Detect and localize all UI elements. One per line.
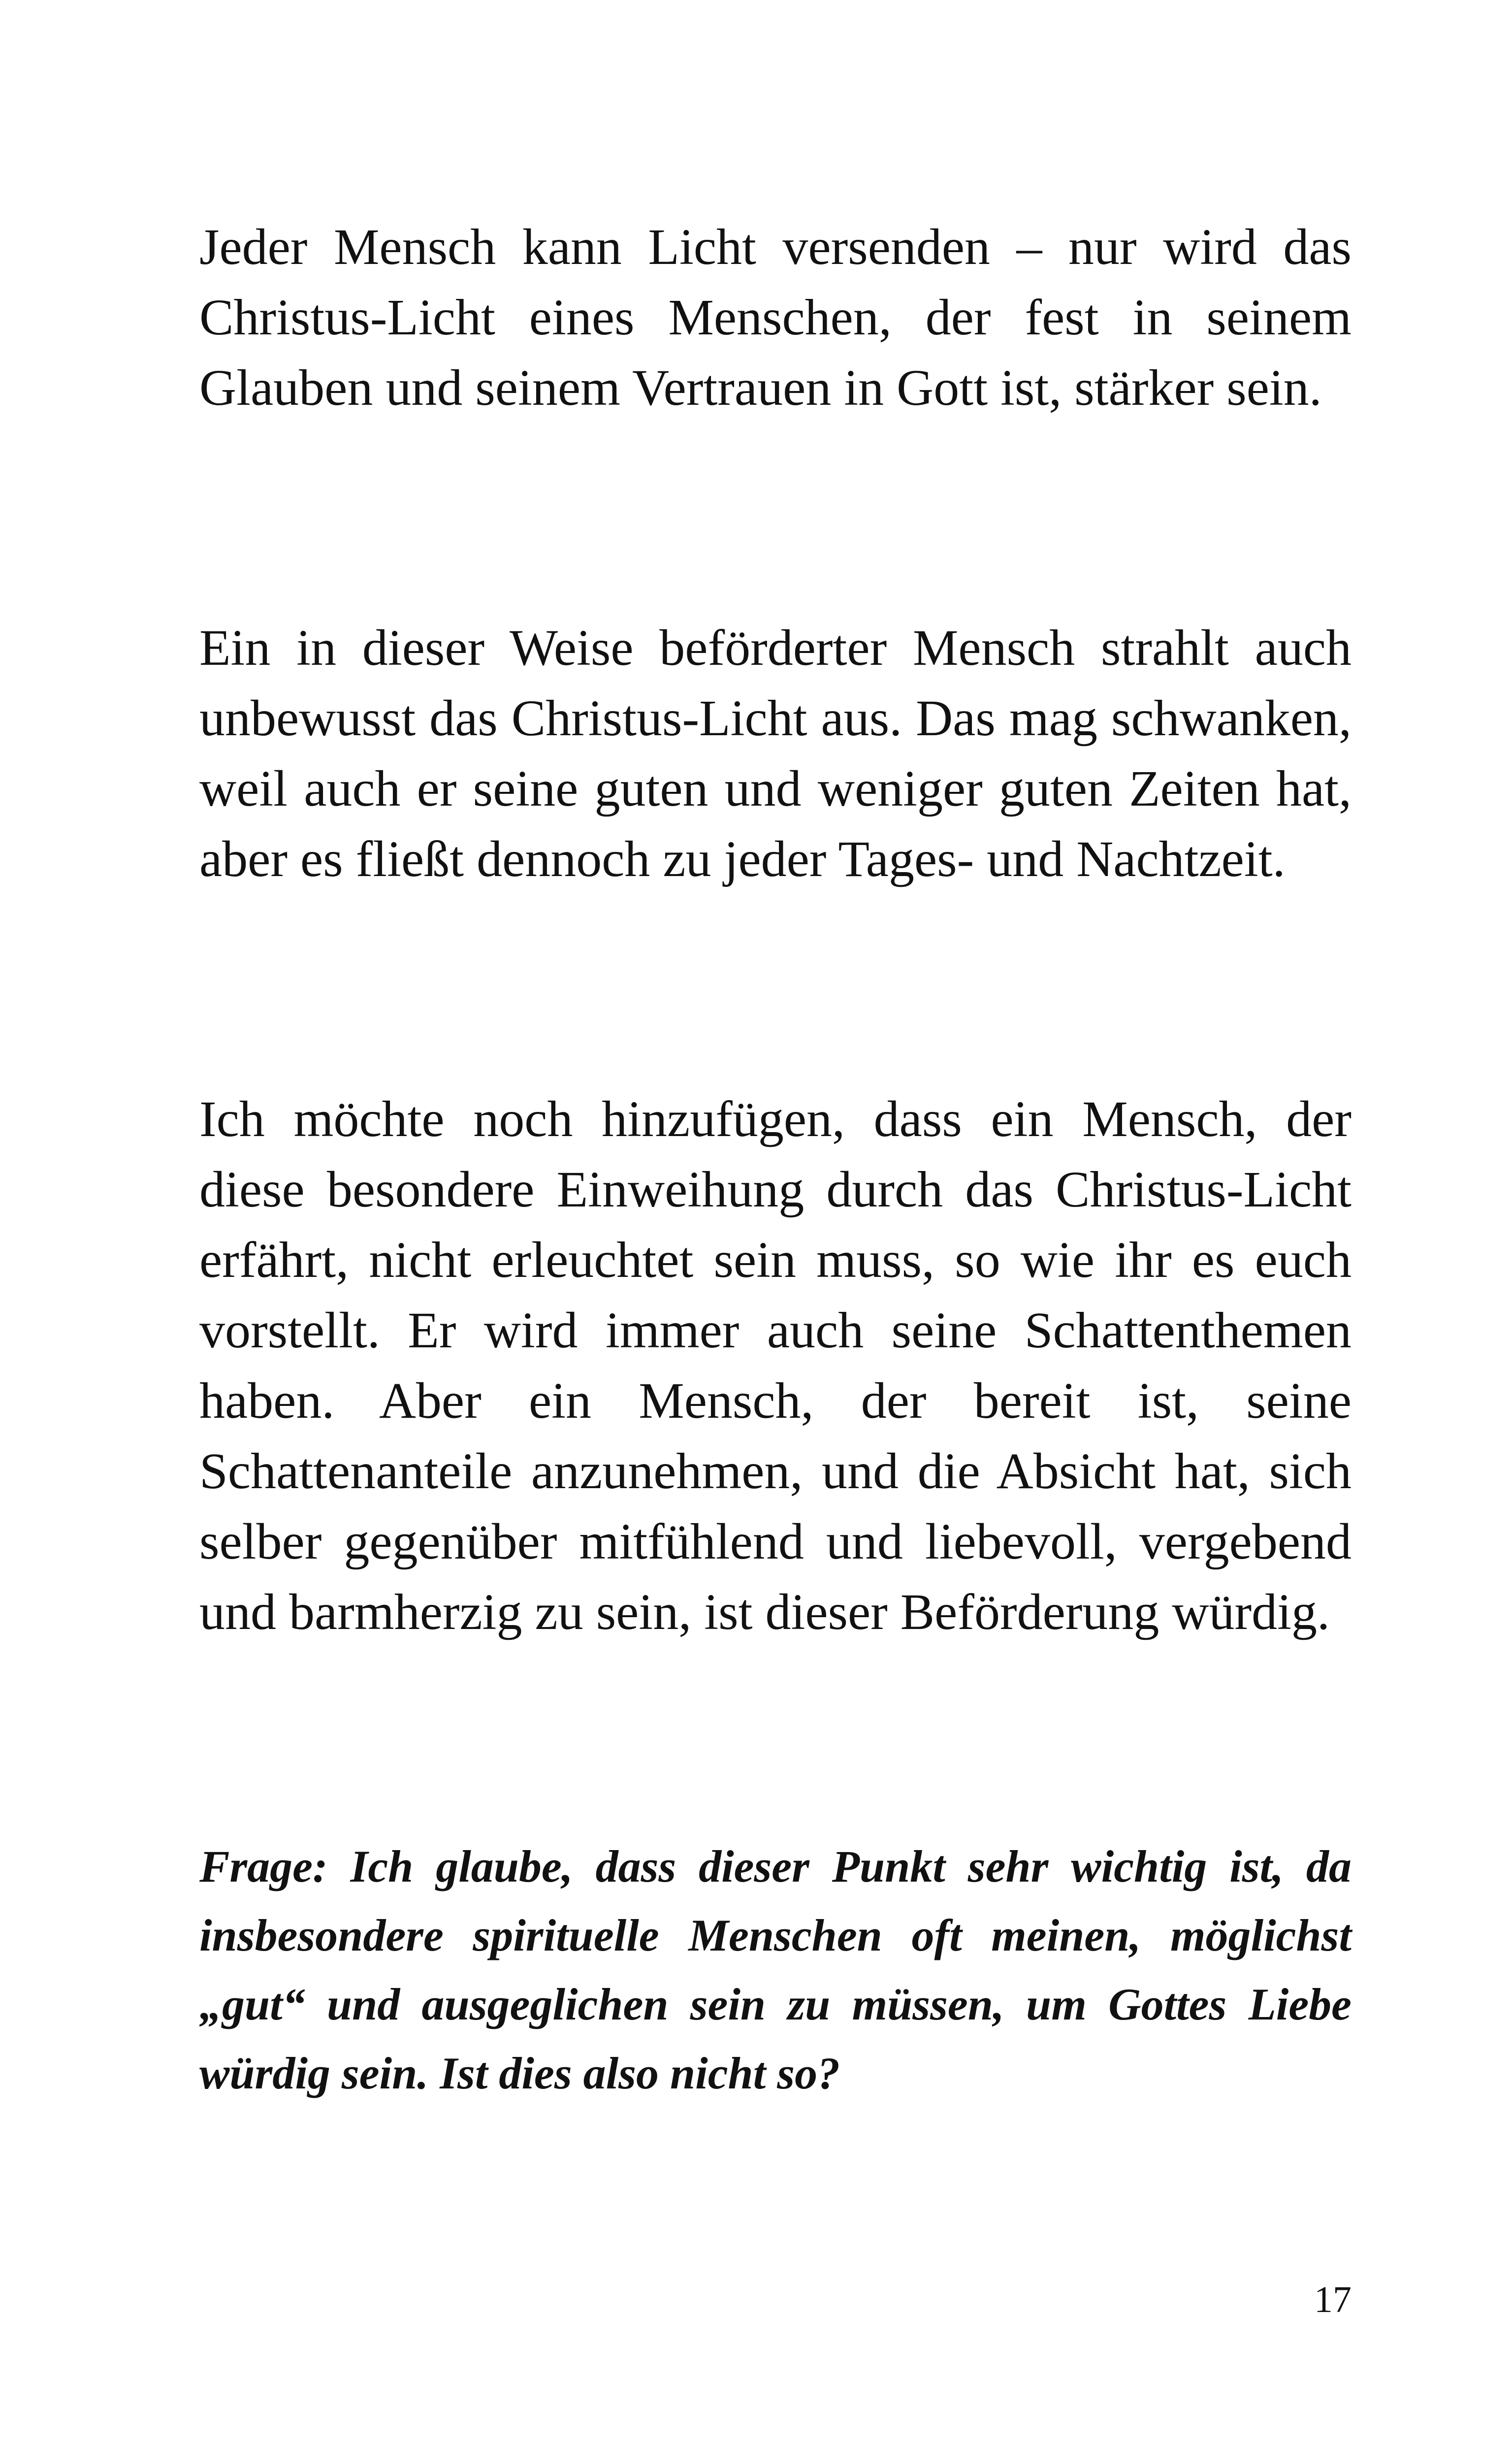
paragraph-2: Ein in dieser Weise beförderter Mensch strahlt auch unbewusst das Christus-Licht aus. Das mag schwanken, weil auch er seine guten und weniger guten Zeiten hat, aber es fließt dennoch zu jeder Tages- und Nachtzeit.: [199, 619, 1351, 887]
page-number: 17: [1314, 2279, 1351, 2320]
paragraph-1: Jeder Mensch kann Licht versenden – nur wird das Christus-Licht eines Menschen, der fest in seinem Glauben und seinem Vertrauen in Gott ist, stärker sein.: [199, 219, 1351, 416]
page-body: [199, 212, 1351, 2108]
question-paragraph: Frage: Ich glaube, dass dieser Punkt sehr wichtig ist, da insbesondere spirituelle Menschen oft meinen, möglichst „gut“ und ausgeglichen sein zu müssen, um Gottes Liebe würdig sein. Ist dies also nicht so?: [199, 1841, 1351, 2098]
paragraph-3: Ich möchte noch hinzufügen, dass ein Mensch, der diese besondere Einweihung durch das Christus-Licht erfährt, nicht erleuchtet sein muss, so wie ihr es euch vorstellt. Er wird immer auch seine Schattenthemen haben. Aber ein Mensch, der bereit ist, seine Schattenanteile anzunehmen, und die Absicht hat, sich selber gegenüber mitfühlend und liebevoll, vergebend und barmherzig zu sein, ist dieser Beförderung würdig.: [199, 1091, 1351, 1640]
